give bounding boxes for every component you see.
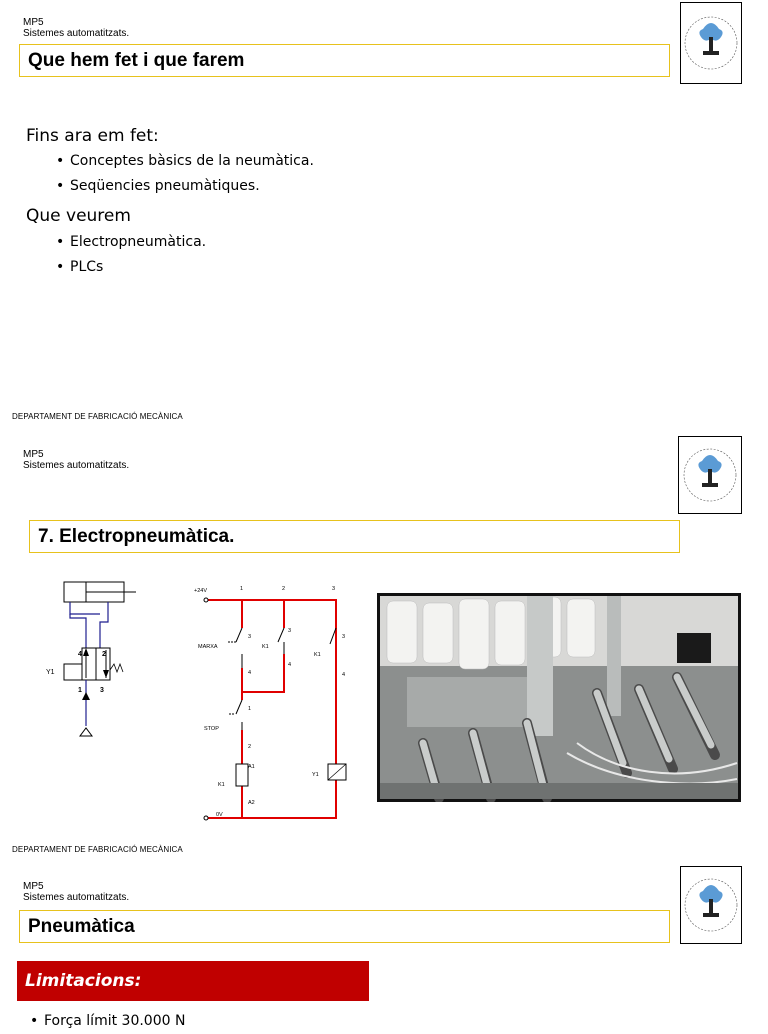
list-item: • Conceptes bàsics de la neumàtica. [54, 149, 314, 174]
node-label: 3 [332, 586, 336, 592]
school-logo [678, 436, 742, 514]
department-footer: DEPARTAMENT DE FABRICACIÓ MECÀNICA [12, 845, 183, 854]
department-footer: DEPARTAMENT DE FABRICACIÓ MECÀNICA [12, 412, 183, 421]
marxa-label: MARXA [198, 644, 218, 650]
list-item: • Electropneumàtica. [54, 230, 206, 255]
node-label: 1 [240, 586, 244, 592]
list-item: • PLCs [54, 255, 206, 280]
contact-label: 3 [342, 634, 346, 640]
contact-label: 2 [248, 744, 252, 750]
tree-logo-icon [679, 437, 741, 513]
section-heading-next: Que veurem [26, 206, 131, 226]
contact-label: 3 [248, 634, 252, 640]
subject-label: Sistemes automatitzats. [23, 892, 130, 903]
subject-label: Sistemes automatitzats. [23, 460, 130, 471]
contact-label: 4 [342, 672, 346, 678]
contact-label: 4 [288, 662, 292, 668]
limitations-banner: Limitacions: [17, 961, 369, 1001]
slide-1-header [23, 17, 129, 39]
subject-label: Sistemes automatitzats. [23, 28, 130, 39]
slide-3-header [23, 881, 129, 903]
slide-title: Pneumàtica [19, 910, 670, 943]
bullet-list-done [54, 149, 314, 199]
relay-label: K1 [218, 782, 225, 788]
port-label: 2 [102, 651, 106, 658]
voltage-label: 0V [216, 812, 223, 818]
module-label: MP5 [23, 881, 44, 892]
valve-label: Y1 [46, 669, 55, 676]
list-item: • Seqüencies pneumàtiques. [54, 174, 314, 199]
module-label: MP5 [23, 17, 44, 28]
tree-logo-icon [681, 867, 741, 943]
port-label: 4 [78, 651, 82, 658]
installation-photo [377, 593, 741, 802]
bullet-list-next [54, 230, 206, 280]
electrical-circuit-diagram [192, 582, 372, 832]
port-label: 3 [100, 687, 104, 694]
tree-logo-icon [681, 3, 741, 83]
contact-label: 1 [248, 706, 252, 712]
school-logo [680, 866, 742, 944]
node-label: 2 [282, 586, 286, 592]
slide-title: 7. Electropneumàtica. [29, 520, 680, 553]
voltage-label: +24V [194, 588, 207, 594]
slide-title: Que hem fet i que farem [19, 44, 670, 77]
terminal-label: A1 [248, 764, 255, 770]
pneumatic-diagram [40, 578, 150, 743]
limitations-list [28, 1009, 185, 1034]
solenoid-label: Y1 [312, 772, 319, 778]
terminal-label: A2 [248, 800, 255, 806]
module-label: MP5 [23, 449, 44, 460]
slide-2-header [23, 449, 129, 471]
list-item: • Força límit 30.000 N [28, 1009, 185, 1034]
contact-label: 4 [248, 670, 252, 676]
relay-label: K1 [262, 644, 269, 650]
school-logo [680, 2, 742, 84]
stop-label: STOP [204, 726, 219, 732]
port-label: 1 [78, 687, 82, 694]
relay-label: K1 [314, 652, 321, 658]
contact-label: 3 [288, 628, 292, 634]
section-heading-done: Fins ara em fet: [26, 126, 159, 146]
